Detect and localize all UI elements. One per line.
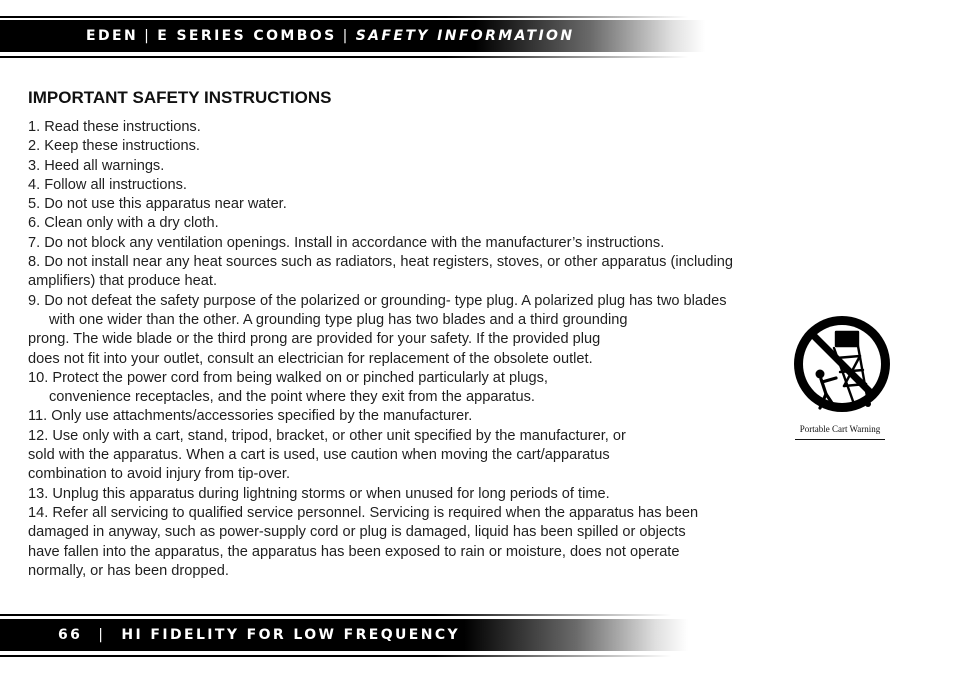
instruction-line: 5. Do not use this apparatus near water. [28, 196, 287, 213]
instruction-line: amplifiers) that produce heat. [28, 273, 218, 290]
cart-warning-figure [790, 312, 894, 442]
instruction-line: normally, or has been dropped. [28, 562, 229, 579]
portable-cart-warning-icon [790, 312, 894, 422]
page-number: 66 [58, 627, 83, 643]
footer-band [0, 619, 800, 651]
instruction-line: combination to avoid injury from tip-over. [28, 466, 290, 483]
instruction-line: with one wider than the other. A grounding type plug has two blades and a third grounding [49, 311, 628, 328]
footer-rule-top [0, 614, 790, 616]
header-rule-bottom [0, 56, 810, 58]
footer-tagline: HI FIDELITY FOR LOW FREQUENCY [121, 627, 461, 643]
instructions-list [28, 118, 908, 581]
footer-rule-bottom [0, 655, 790, 657]
instruction-line: 10. Protect the power cord from being walked on or pinched particularly at plugs, [28, 369, 548, 386]
caption-underline [795, 439, 885, 440]
header-series: E SERIES COMBOS [157, 28, 337, 44]
header-section: SAFETY INFORMATION [355, 28, 575, 44]
header-title [86, 20, 574, 52]
instruction-line: prong. The wide blade or the third prong are provided for your safety. If the provided plug [28, 331, 601, 348]
header-separator: | [144, 28, 152, 44]
instruction-line: 3. Heed all warnings. [28, 157, 165, 174]
instruction-line: 7. Do not block any ventilation openings. Install in accordance with the manufacturer’s instructions. [28, 234, 665, 251]
instruction-line: 13. Unplug this apparatus during lightning storms or when unused for long periods of time. [28, 485, 610, 502]
footer-separator: | [98, 627, 106, 643]
instruction-line: 8. Do not install near any heat sources such as radiators, heat registers, stoves, or other apparatus (including [28, 254, 733, 271]
header-brand: EDEN [86, 28, 139, 44]
instruction-line: 2. Keep these instructions. [28, 138, 200, 155]
instruction-line: 4. Follow all instructions. [28, 176, 187, 193]
instruction-line: 11. Only use attachments/accessories specified by the manufacturer. [28, 408, 473, 425]
instruction-line: does not fit into your outlet, consult an electrician for replacement of the obsolete outlet. [28, 350, 593, 367]
instruction-line: 14. Refer all servicing to qualified service personnel. Servicing is required when the apparatus has been [28, 504, 699, 521]
instruction-line: sold with the apparatus. When a cart is used, use caution when moving the cart/apparatus [28, 447, 610, 464]
instruction-line: convenience receptacles, and the point where they exit from the apparatus. [49, 389, 535, 406]
cart-warning-caption: Portable Cart Warning [799, 424, 881, 434]
instruction-line: 6. Clean only with a dry cloth. [28, 215, 219, 232]
header-separator: | [342, 28, 350, 44]
instruction-line: 1. Read these instructions. [28, 119, 201, 135]
page-title: IMPORTANT SAFETY INSTRUCTIONS [28, 88, 332, 107]
header-rule-top [0, 16, 810, 18]
instruction-line: damaged in anyway, such as power-supply cord or plug is damaged, liquid has been spilled or objects [28, 524, 686, 541]
instruction-line: have fallen into the apparatus, the apparatus has been exposed to rain or moisture, does not operate [28, 543, 680, 560]
instruction-line: 9. Do not defeat the safety purpose of the polarized or grounding- type plug. A polarized plug has two blades [28, 292, 727, 309]
footer-title [58, 619, 460, 651]
header-band [0, 20, 820, 52]
instruction-line: 12. Use only with a cart, stand, tripod, bracket, or other unit specified by the manufacturer, or [28, 427, 626, 444]
